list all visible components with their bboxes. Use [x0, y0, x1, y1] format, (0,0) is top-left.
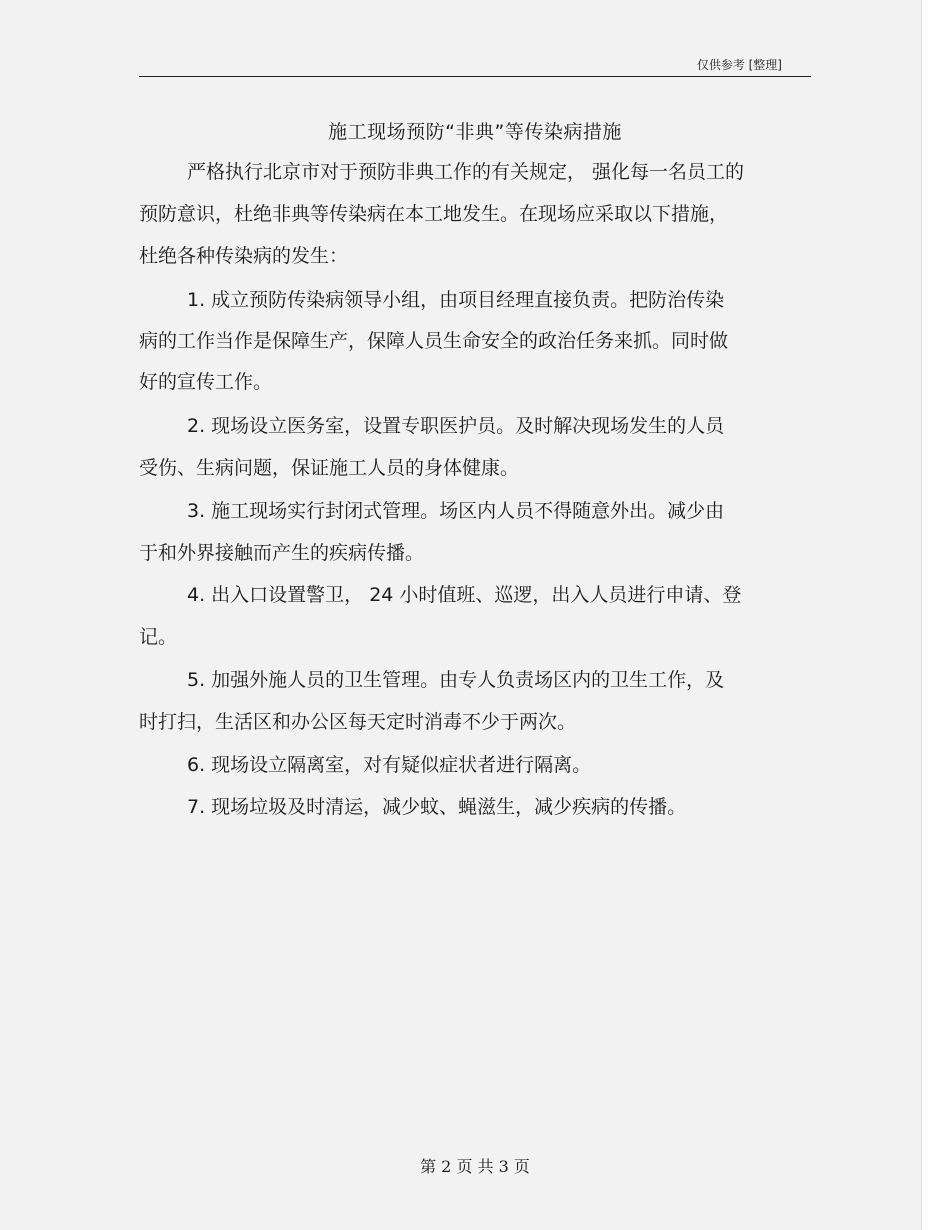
item-4-line-1: 4. 出入口设置警卫， 24 小时值班、巡逻，出入人员进行申请、登 — [187, 584, 742, 606]
item-1-line-3: 好的宣传工作。 — [139, 371, 273, 393]
header-rule — [139, 76, 811, 77]
item-3-line-1: 3. 施工现场实行封闭式管理。场区内人员不得随意外出。减少由 — [187, 500, 725, 522]
page-number: 第 2 页 共 3 页 — [420, 1157, 530, 1176]
item-5-line-2: 时打扫，生活区和办公区每天定时消毒不少于两次。 — [139, 711, 577, 733]
item-2-line-1: 2. 现场设立医务室，设置专职医护员。及时解决现场发生的人员 — [187, 415, 725, 437]
item-6-line-1: 6. 现场设立隔离室，对有疑似症状者进行隔离。 — [187, 754, 592, 776]
document-title: 施工现场预防“非典”等传染病措施 — [328, 121, 622, 143]
intro-line-1: 严格执行北京市对于预防非典工作的有关规定， 强化每一名员工的 — [187, 161, 745, 183]
intro-line-2: 预防意识，杜绝非典等传染病在本工地发生。在现场应采取以下措施， — [139, 203, 729, 225]
item-4-line-2: 记。 — [139, 626, 178, 648]
item-7-line-1: 7. 现场垃圾及时清运，减少蚊、蝇滋生，减少疾病的传播。 — [187, 796, 687, 818]
item-5-line-1: 5. 加强外施人员的卫生管理。由专人负责场区内的卫生工作，及 — [187, 669, 725, 691]
item-3-line-2: 于和外界接触而产生的疾病传播。 — [139, 542, 425, 564]
intro-line-3: 杜绝各种传染病的发生： — [139, 245, 349, 267]
item-2-line-2: 受伤、生病问题，保证施工人员的身体健康。 — [139, 457, 520, 479]
item-1-line-1: 1. 成立预防传染病领导小组，由项目经理直接负责。把防治传染 — [187, 289, 725, 311]
header-note: 仅供参考 [整理] — [696, 58, 782, 72]
item-1-line-2: 病的工作当作是保障生产，保障人员生命安全的政治任务来抓。同时做 — [139, 330, 729, 352]
